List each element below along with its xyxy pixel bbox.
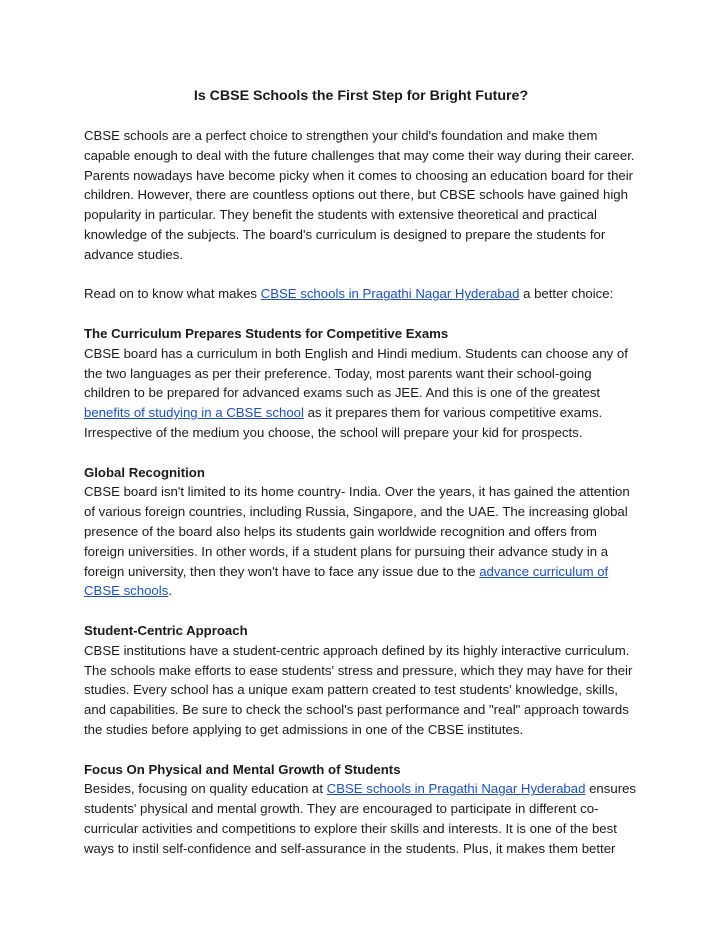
section-heading-growth: Focus On Physical and Mental Growth of Students [84, 761, 401, 777]
cbse-schools-link-1[interactable]: CBSE schools in Pragathi Nagar Hyderabad [260, 286, 520, 302]
document-title: Is CBSE Schools the First Step for Bright Future? [193, 88, 529, 104]
section-heading-student: Student-Centric Approach [84, 622, 248, 638]
section-body-growth [84, 779, 638, 858]
section-body-global [84, 482, 638, 601]
spacer [84, 601, 638, 621]
curriculum-text-before: CBSE board has a curriculum in both English and Hindi medium. Students can choose any of the two languages as per their preference. Today, most parents want their school-going children to be prepared for advanced exams such as JEE. And this is one of the greatest [84, 345, 628, 401]
growth-text-after: ensures students' physical and mental growth. They are encouraged to participate in different co-curricular activities and competitions to explore their skills and interests. It is one of the best ways to instil self-confidence and self-assurance in the students. Plus, it makes them better [84, 781, 637, 856]
spacer [84, 304, 638, 324]
cbse-schools-link-2[interactable]: CBSE schools in Pragathi Nagar Hyderabad [326, 781, 586, 797]
spacer [84, 443, 638, 463]
advance-curriculum-link[interactable]: advance curriculum of CBSE schools [84, 563, 609, 599]
spacer [84, 265, 638, 285]
benefits-link[interactable]: benefits of studying in a CBSE school [84, 405, 304, 421]
spacer [84, 740, 638, 760]
read-on-text-before: Read on to know what makes [84, 286, 261, 302]
section-body-student: CBSE institutions have a student-centric approach defined by its highly interactive curriculum. The schools make efforts to ease students' stress and pressure, which they may have for their studies. Every school has a unique exam pattern created to test students' knowledge, skills, and capabilities. Be sure to check the school's past performance and "real" approach towards the studies before applying to get admissions in one of the CBSE institutes. [84, 642, 633, 737]
section-body-curriculum [84, 344, 638, 443]
read-on-text-after: a better choice: [519, 286, 614, 302]
section-heading-curriculum: The Curriculum Prepares Students for Competitive Exams [84, 325, 449, 341]
global-text-after: . [168, 583, 172, 599]
section-heading-global: Global Recognition [84, 464, 205, 480]
growth-text-before: Besides, focusing on quality education at [84, 781, 327, 797]
curriculum-text-after: as it prepares them for various competitive exams. Irrespective of the medium you choose, the school will prepare your kid for prospects. [84, 405, 603, 440]
global-text-before: CBSE board isn't limited to its home country- India. Over the years, it has gained the attention of various foreign countries, including Russia, Singapore, and the UAE. The increasing global presence of the board also helps its students gain worldwide recognition and offers from foreign universities. In other words, if a student plans for pursuing their advance study in a foreign university, then they won't have to face any issue due to the [84, 484, 630, 579]
intro-paragraph: CBSE schools are a perfect choice to strengthen your child's foundation and make them capable enough to deal with the future challenges that may come their way during their career. Parents nowadays have become picky when it comes to choosing an education board for their children. However, there are countless options out there, but CBSE schools have gained high popularity in particular. They benefit the students with extensive theoretical and practical knowledge of the subjects. The board's curriculum is designed to prepare the students for advance studies. [84, 128, 635, 262]
read-on-paragraph [84, 284, 638, 304]
